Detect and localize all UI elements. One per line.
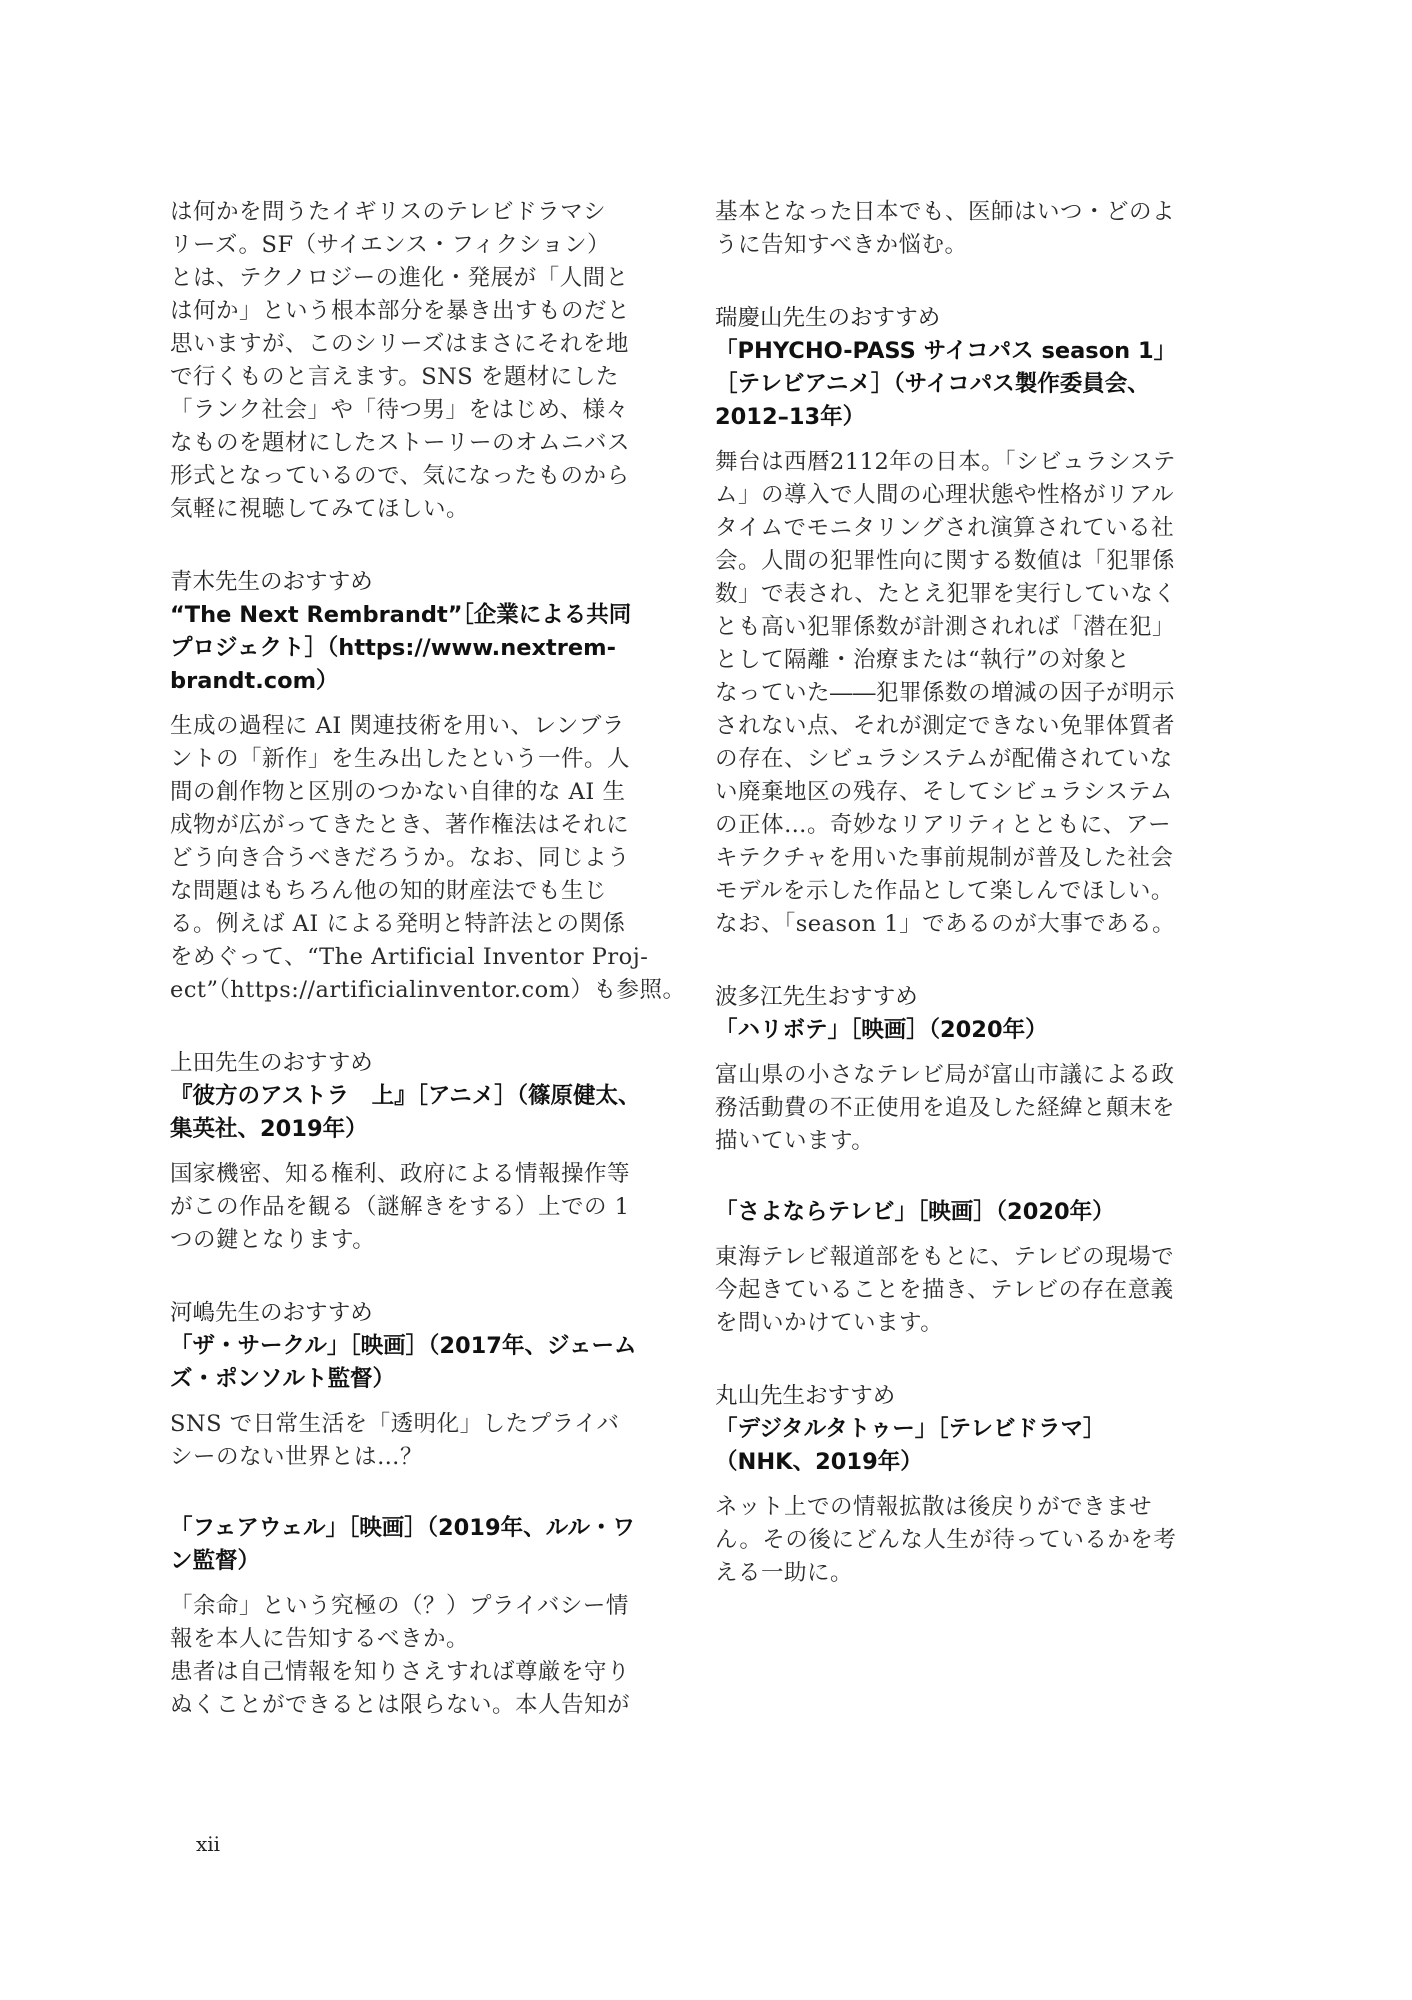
text-line: ぬくことができるとは限らない。本人告知が: [170, 1692, 631, 1718]
text-line: ect”（https://artificialinventor.com）も参照。: [170, 977, 686, 1003]
work-title-line: （NHK、2019年）: [715, 1449, 923, 1475]
work-description: [170, 1408, 675, 1474]
text-line: は何かを問うたイギリスのテレビドラマシ: [170, 199, 607, 225]
text-line: 思いますが、このシリーズはまさにそれを地: [170, 331, 629, 357]
text-line: な問題はもちろん他の知的財産法でも生じ: [170, 878, 608, 904]
recommender-label: 河嶋先生のおすすめ: [170, 1300, 373, 1326]
work-description: [715, 1241, 1220, 1340]
text-line: る。例えば AI による発明と特許法との関係: [170, 911, 626, 937]
text-line: 数」で表され、たとえ犯罪を実行していなく: [715, 581, 1177, 607]
recommender-label: 波多江先生おすすめ: [715, 984, 918, 1010]
text-line: 形式となっているので、気になったものから: [170, 463, 630, 489]
text-line: 間の創作物と区別のつかない自律的な AI 生: [170, 779, 626, 805]
text-line: 成物が広がってきたとき、著作権法はそれに: [170, 812, 630, 838]
text-line: で行くものと言えます。SNS を題材にした: [170, 364, 619, 390]
text-line: うに告知すべきか悩む。: [715, 232, 968, 258]
continued-paragraph: [715, 196, 1220, 262]
text-line: 報を本人に告知するべきか。: [170, 1626, 470, 1652]
text-line: つの鍵となります。: [170, 1227, 376, 1253]
right-column: [715, 196, 1220, 1590]
text-line: を問いかけています。: [715, 1310, 944, 1336]
work-title-line: 「ハリボテ」［映画］（2020年）: [715, 1017, 1048, 1043]
recommender-label: 上田先生のおすすめ: [170, 1050, 373, 1076]
text-line: キテクチャを用いた事前規制が普及した社会: [715, 845, 1174, 871]
text-line: 「ランク社会」や「待つ男」をはじめ、様々: [170, 397, 629, 423]
text-line: どう向き合うべきだろうか。なお、同じよう: [170, 845, 631, 871]
work-title-line: プロジェクト］（https://www.nextrem-: [170, 635, 616, 661]
text-line: い廃棄地区の残存、そしてシビュラシステム: [715, 779, 1173, 805]
text-line: 東海テレビ報道部をもとに、テレビの現場で: [715, 1244, 1175, 1270]
work-description: [170, 710, 686, 1007]
recommendation-aoki: [170, 566, 686, 1007]
text-line: ントの「新作」を生み出したという一件。人: [170, 746, 631, 772]
text-line: の存在、シビュラシステムが配備されていな: [715, 746, 1173, 772]
recommendation-kawashima: [170, 1297, 675, 1474]
recommendation-farewell: [170, 1512, 675, 1722]
text-line: 今起きていることを描き、テレビの存在意義: [715, 1277, 1174, 1303]
text-line: SNS で日常生活を「透明化」したプライバ: [170, 1411, 620, 1437]
work-description: [715, 1059, 1220, 1158]
work-description: [170, 1158, 675, 1257]
text-line: 富山県の小さなテレビ局が富山市議による政: [715, 1062, 1175, 1088]
recommender-label: 瑞慶山先生のおすすめ: [715, 305, 941, 331]
text-line: の正体…。奇妙なリアリティとともに、アー: [715, 812, 1172, 838]
text-line: タイムでモニタリングされ演算されている社: [715, 515, 1175, 541]
text-line: なものを題材にしたストーリーのオムニバス: [170, 430, 631, 456]
work-description: [715, 446, 1220, 941]
text-line: 基本となった日本でも、医師はいつ・どのよ: [715, 199, 1176, 225]
text-line: 「余命」という究極の（？）プライバシー情: [170, 1593, 629, 1619]
work-title-line: 「ザ・サークル」［映画］（2017年、ジェーム: [170, 1333, 637, 1359]
work-title-line: ［テレビアニメ］（サイコパス製作委員会、: [715, 371, 1150, 397]
intro-paragraph: [170, 196, 675, 526]
work-title-line: 『彼方のアストラ 上』［アニメ］（篠原健太、: [170, 1083, 641, 1109]
text-line: がこの作品を観る（謎解きをする）上での 1: [170, 1194, 630, 1220]
recommendation-hatae: [715, 981, 1220, 1158]
work-title-line: 「さよならテレビ」［映画］（2020年）: [715, 1199, 1115, 1225]
text-line: モデルを示した作品として楽しんでほしい。: [715, 878, 1174, 904]
text-line: 気軽に視聴してみてほしい。: [170, 496, 470, 522]
work-title-line: 2012–13年）: [715, 404, 866, 430]
text-line: 国家機密、知る権利、政府による情報操作等: [170, 1161, 631, 1187]
text-line: 描いています。: [715, 1128, 875, 1154]
left-column: [170, 196, 686, 1722]
text-line: 生成の過程に AI 関連技術を用い、レンブラ: [170, 713, 625, 739]
text-line: とは、テクノロジーの進化・発展が「人間と: [170, 265, 629, 291]
text-line: は何か」という根本部分を暴き出すものだと: [170, 298, 631, 324]
recommendation-maruyama: [715, 1380, 1220, 1590]
text-line: シーのない世界とは…？: [170, 1444, 424, 1470]
work-title-line: ズ・ポンソルト監督）: [170, 1366, 396, 1392]
work-title-line: “The Next Rembrandt”［企業による共同: [170, 602, 632, 628]
text-line: とも高い犯罪係数が計測されれば「潜在犯」: [715, 614, 1176, 640]
work-description: [715, 1491, 1220, 1590]
text-line: されない点、それが測定できない免罪体質者: [715, 713, 1176, 739]
recommender-label: 丸山先生おすすめ: [715, 1383, 896, 1409]
text-line: 患者は自己情報を知りさえすれば尊厳を守り: [170, 1659, 631, 1685]
work-title-line: ン監督）: [170, 1548, 261, 1574]
work-description: [170, 1590, 675, 1722]
text-line: ん。その後にどんな人生が待っているかを考: [715, 1527, 1177, 1553]
recommendation-zuikeizan: [715, 302, 1220, 941]
work-title-line: brandt.com）: [170, 668, 339, 694]
work-title-line: 「フェアウェル」［映画］（2019年、ルル・ワ: [170, 1515, 636, 1541]
recommender-label: 青木先生のおすすめ: [170, 569, 373, 595]
work-title-line: 「PHYCHO-PASS サイコパス season 1」: [715, 338, 1177, 364]
text-line: 会。人間の犯罪性向に関する数値は「犯罪係: [715, 548, 1176, 574]
text-line: なっていた――犯罪係数の増減の因子が明示: [715, 680, 1176, 706]
text-line: 舞台は西暦2112年の日本。「シビュラシステ: [715, 449, 1176, 475]
text-line: ム」の導入で人間の心理状態や性格がリアル: [715, 482, 1175, 508]
text-line: として隔離・治療または“執行”の対象と: [715, 647, 1131, 673]
recommendation-sayonara: [715, 1196, 1220, 1340]
work-title-line: 集英社、2019年）: [170, 1116, 368, 1142]
text-line: なお、「season 1」であるのが大事である。: [715, 911, 1176, 937]
work-title-line: 「デジタルタトゥー」［テレビドラマ］: [715, 1416, 1106, 1442]
text-line: 務活動費の不正使用を追及した経緯と顛末を: [715, 1095, 1176, 1121]
text-line: ネット上での情報拡散は後戻りができませ: [715, 1494, 1153, 1520]
text-line: リーズ。SF（サイエンス・フィクション）: [170, 232, 611, 258]
recommendation-ueda: [170, 1047, 675, 1257]
text-line: をめぐって、“The Artificial Inventor Proj-: [170, 944, 649, 970]
page-number: xii: [196, 1832, 221, 1856]
text-line: える一助に。: [715, 1560, 854, 1586]
